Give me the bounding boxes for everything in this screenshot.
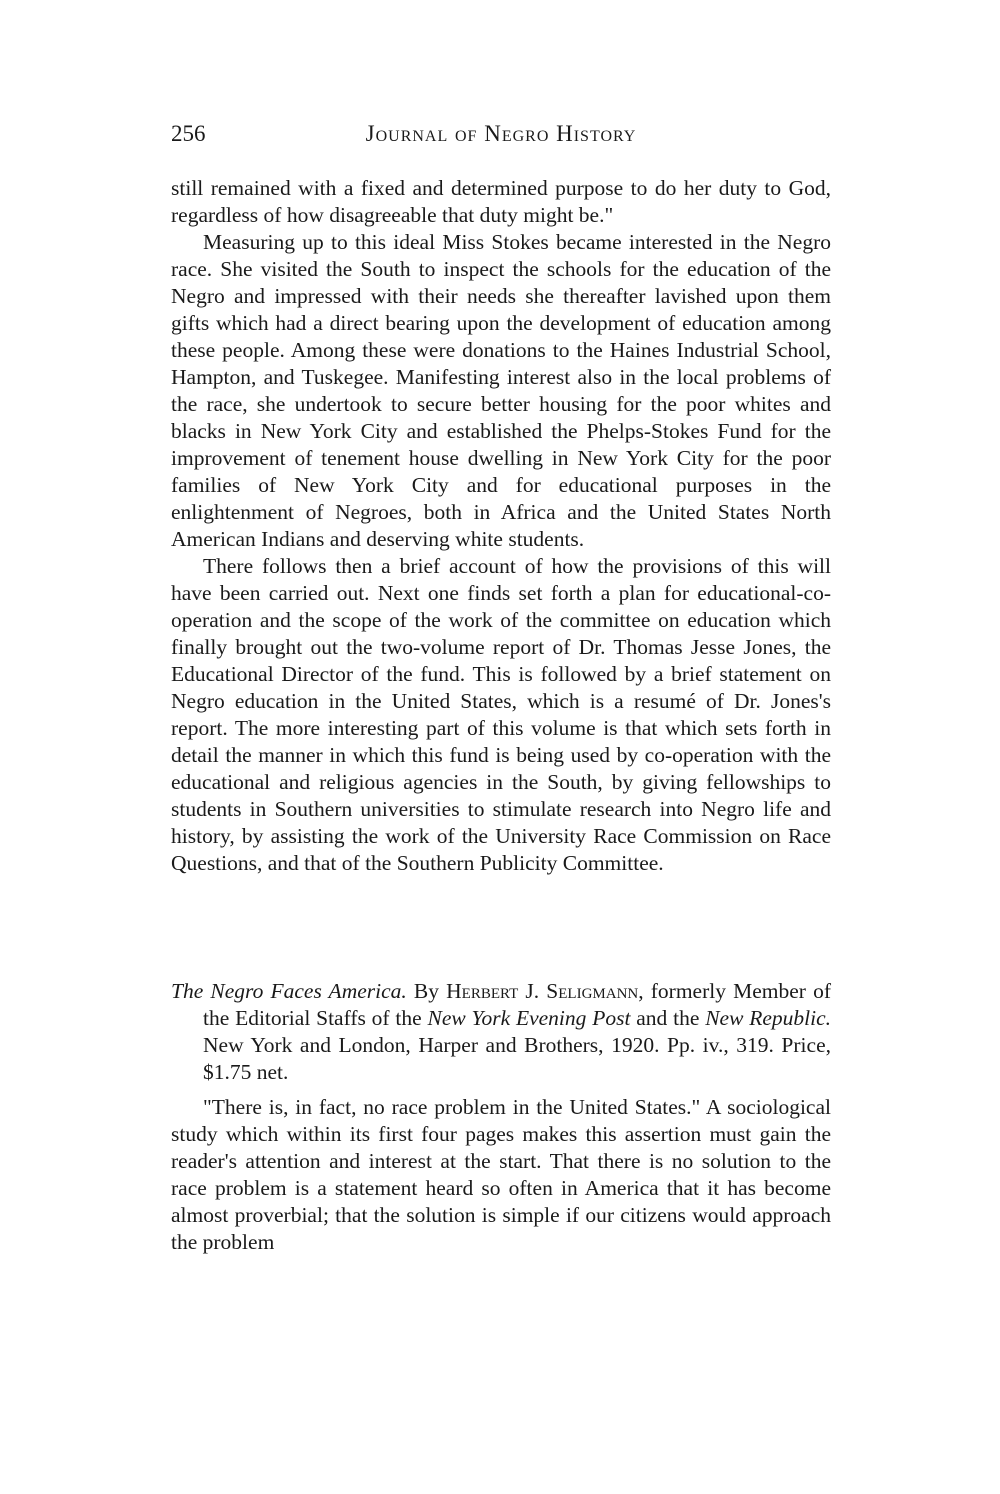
body-text-section <box>171 175 831 877</box>
and-the-text: and the <box>636 1006 700 1030</box>
publication-title: New York Evening Post <box>427 1006 631 1030</box>
author-note: formerly Member of the Editorial Staffs of the <box>203 979 832 1030</box>
book-title: The Negro Faces America. <box>171 979 407 1003</box>
review-heading <box>171 978 831 1086</box>
by-label: By <box>413 979 440 1003</box>
author-name: Herbert J. Seligmann, <box>446 979 644 1003</box>
paragraph-fund-account: There follows then a brief account of how the provisions of this will have been carried out. Next one finds set forth a plan for educational-co-operation and the scope of the work of the committee on education which finally brought out the two-volume report of Dr. Thomas Jesse Jones, the Educational Director of the fund. This is followed by a brief statement on Negro education in the United States, which is a resumé of Dr. Jones's report. The more interesting part of this volume is that which sets forth in detail the manner in which this fund is being used by co-operation with the educational and religious agencies in the South, by giving fellowships to students in Southern universities to stimulate research into Negro life and history, by assisting the work of the University Race Commission on Race Questions, and that of the Southern Publicity Committee. <box>171 554 831 875</box>
page-header <box>171 121 831 155</box>
paragraph-stokes-interest: Measuring up to this ideal Miss Stokes became interested in the Negro race. She visited the South to inspect the schools for the education of the Negro and impressed with their needs she thereafter lavished upon them gifts which had a direct bearing upon the development of education among these people. Among these were donations to the Haines Industrial School, Hampton, and Tuskegee. Manifesting interest also in the local problems of the race, she undertook to secure better housing for the poor whites and blacks in New York City and established the Phelps-Stokes Fund for the improvement of tenement house dwelling in New York City for the poor families of New York City and for educational purposes in the enlightenment of Negroes, both in Africa and the United States North American Indians and deserving white students. <box>171 230 831 551</box>
review-body <box>171 1094 831 1256</box>
paragraph-continuation: still remained with a fixed and determined purpose to do her duty to God, regardless of how disagreeable that duty might be." <box>171 176 831 227</box>
review-citation <box>171 978 831 1086</box>
publication-title-2: New Republic. <box>705 1006 832 1030</box>
page-number: 256 <box>171 121 206 146</box>
paragraph-review-opening: "There is, in fact, no race problem in the United States." A sociological study which within its first four pages makes this assertion must gain the reader's attention and interest at the start. That there is no solution to the race problem is a statement heard so often in America that it has become almost proverbial; that the solution is simple if our citizens would approach the problem <box>171 1095 831 1254</box>
publisher-info: New York and London, Harper and Brothers, 1920. Pp. iv., 319. Price, $1.75 net. <box>203 1033 831 1084</box>
running-head: Journal of Negro History <box>365 121 637 146</box>
